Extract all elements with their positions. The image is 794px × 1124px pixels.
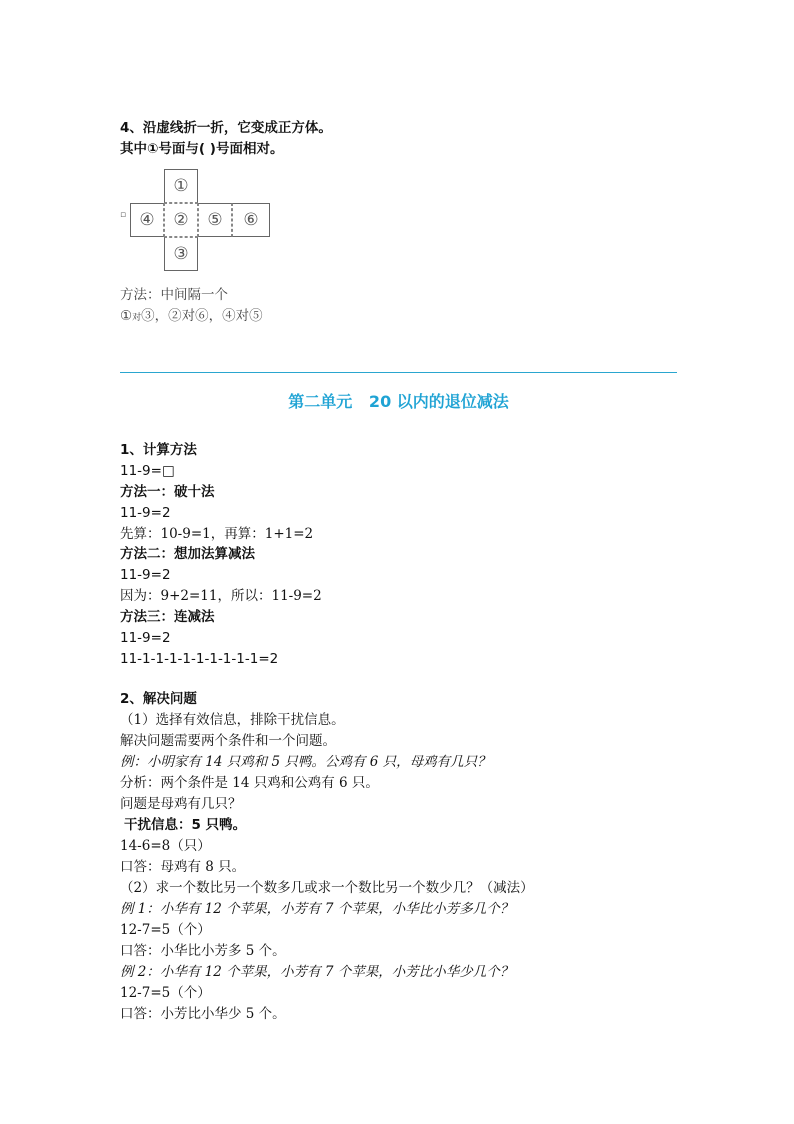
face-center: ② <box>164 203 198 237</box>
sec2-heading: 2、解决问题 <box>120 691 197 707</box>
method2-equation: 11-9=2 <box>120 567 171 583</box>
face-right-2: ⑥ <box>232 203 270 237</box>
method2-step: 因为：9+2=11，所以：11-9=2 <box>120 588 322 604</box>
net-marker: ▫ <box>120 210 127 220</box>
answer-small-text: 对 <box>132 313 142 323</box>
section-divider <box>120 372 677 373</box>
q4-answer <box>120 307 263 327</box>
example2-text: 例 2：小华有 12 个苹果，小芳有 7 个苹果，小芳比小华少几个？ <box>120 964 514 980</box>
method3-title: 方法三：连减法 <box>120 609 215 625</box>
q4-title: 4、沿虚线折一折，它变成正方体。 <box>120 120 332 136</box>
calc2-text: 12-7=5（个） <box>120 985 211 1001</box>
calc1-text: 12-7=5（个） <box>120 922 211 938</box>
face-bottom: ③ <box>164 237 198 271</box>
sec2-point2: 解决问题需要两个条件和一个问题。 <box>120 733 336 749</box>
face-left: ④ <box>130 203 164 237</box>
answer-text: 口答：母鸡有 8 只。 <box>120 859 246 875</box>
sec2-point3: （2）求一个数比另一个数多几或求一个数比另一个数少几？（减法） <box>120 880 534 896</box>
question-text: 问题是母鸡有几只？ <box>120 796 242 812</box>
answer2-text: 口答：小芳比小华少 5 个。 <box>120 1006 286 1022</box>
face-right-1: ⑤ <box>198 203 232 237</box>
answer1-text: 口答：小华比小芳多 5 个。 <box>120 943 286 959</box>
method3-equation: 11-9=2 <box>120 630 171 646</box>
method3-step: 11-1-1-1-1-1-1-1-1-1=2 <box>120 651 279 667</box>
example-text: 例：小明家有 14 只鸡和 5 只鸭。公鸡有 6 只，母鸡有几只？ <box>120 754 491 770</box>
sec1-heading: 1、计算方法 <box>120 442 197 458</box>
method1-equation: 11-9=2 <box>120 505 171 521</box>
analysis-text: 分析：两个条件是 14 只鸡和公鸡有 6 只。 <box>120 775 379 791</box>
q4-question: 其中①号面与( )号面相对。 <box>120 141 284 157</box>
method1-title: 方法一：破十法 <box>120 484 215 500</box>
interference-text: 干扰信息：5 只鸭。 <box>124 817 247 833</box>
sec1-problem: 11-9=□ <box>120 463 175 479</box>
sec2-point1: （1）选择有效信息，排除干扰信息。 <box>120 712 345 728</box>
cube-net-diagram <box>120 164 290 276</box>
answer-part-b: ③，②对⑥，④对⑤ <box>141 308 263 324</box>
calc-text: 14-6=8（只） <box>120 838 211 854</box>
unit-title: 第二单元 20 以内的退位减法 <box>288 392 509 411</box>
example1-text: 例 1：小华有 12 个苹果，小芳有 7 个苹果，小华比小芳多几个？ <box>120 901 514 917</box>
q4-method: 方法：中间隔一个 <box>120 287 228 303</box>
method2-title: 方法二：想加法算减法 <box>120 546 255 562</box>
answer-part-a: ① <box>120 308 133 324</box>
method1-step: 先算：10-9=1，再算：1+1=2 <box>120 526 314 542</box>
face-top: ① <box>164 169 198 203</box>
